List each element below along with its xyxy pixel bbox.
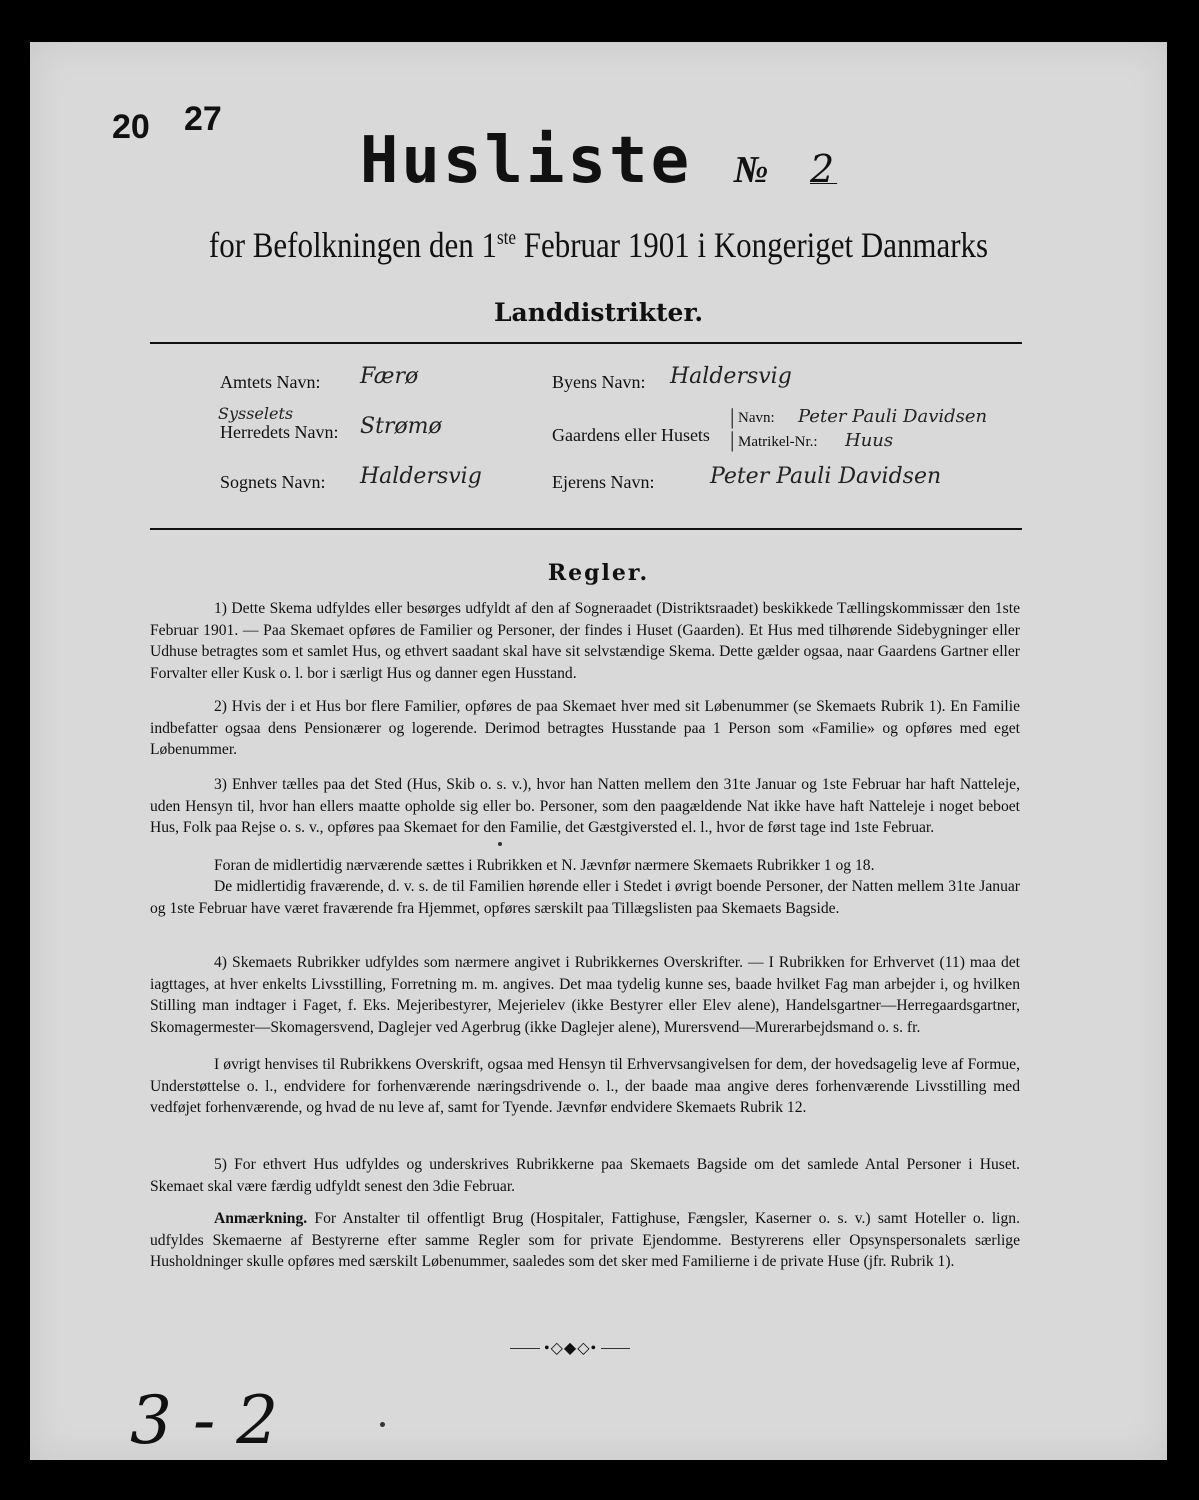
rule-4: 4) Skemaets Rubrikker udfyldes som nærmere angivet i Rubrikkernes Overskrifter. — I Rubrikken for Erhvervet (11) maa det iagttages, at hver enkelts Livsstilling, Forretning m. m. angives. Det maa tydelig kunne ses, baade hvilket Fag man arbejder i, og hvilken Stilling man indtager i Faget, f. Eks. Mejeribestyrer, Mejerielev (ikke Bestyrer eller Elev alene), Handelsgartner—Herregaardsgartner, Skomagermester—Skomagersvend, Daglejer ved Agerbrug (ikke Daglejer alene), Murersvend—Murerarbejdsmand o. s. fr. bbox=[150, 954, 1020, 1036]
handwritten-house-number: 2 bbox=[809, 147, 838, 191]
gaard-navn-label: Navn: bbox=[738, 410, 775, 426]
gaard-navn-value: Peter Pauli Davidsen bbox=[798, 406, 988, 427]
rule-5: 5) For ethvert Hus udfyldes og underskrives Rubrikkerne paa Skemaets Bagside om det samlede Antal Personer i Huset. Skemaet skal være færdig udfyldt senest den 3die Februar. bbox=[150, 1156, 1020, 1195]
ejer-value: Peter Pauli Davidsen bbox=[710, 464, 942, 489]
sogn-label: Sognets Navn: bbox=[220, 472, 326, 492]
herred-value: Strømø bbox=[360, 414, 442, 439]
herred-correction: Sysselets bbox=[218, 404, 294, 423]
remark-text: For Anstalter til offentligt Brug (Hospitaler, Fattighuse, Fængsler, Kaserner o. s. v.) samt Hoteller o. lign. udfyldes Skemaerne af Bestyrerne efter samme Regler som for private Ejendomme. Bestyrerens eller Opsynspersonalets særlige Husholdninger skulle opføres med særskilt Løbenummer, saaledes som det sker med Familierne i de private Huse (jfr. Rubrik 1). bbox=[150, 1210, 1020, 1270]
district-label: Landdistrikter. bbox=[493, 298, 704, 327]
remark bbox=[150, 1208, 1020, 1273]
rule-4-ovrigt: I øvrigt henvises til Rubrikkens Overskrift, ogsaa med Hensyn til Erhvervsangivelsen for dem, der hovedsagelig leve af Formue, Understøttelse o. l., endvidere for forhenværende næringsdrivende o. l., der baade maa angive deres forhenværende Livsstilling med vedføjet forhenværende, og hvad de nu leve af, samt for Tyende. Jævnfør endvidere Skemaets Rubrik 12. bbox=[150, 1056, 1020, 1116]
gaard-label: Gaardens eller Husets bbox=[552, 425, 710, 445]
rule-1: 1) Dette Skema udfyldes eller besørges udfyldt af den af Sogneraadet (Distriktsraadet) beskikkede Tællingskommissær den 1ste Februar 1901. — Paa Skemaet opføres de Familier og Personer, der findes i Huset (Gaarden). Et Hus med tilhørende Sidebygninger eller Udhuse betragtes som et samlet Hus, og ethvert saadant skal have sit selvstændige Skema. Dette gælder ogsaa, naar Gaardens Gartner eller Forvalter eller Kusk o. l. bor i særligt Hus og danner egen Husstand. bbox=[150, 600, 1020, 682]
handwritten-annotation: 3 - 2 bbox=[130, 1382, 279, 1459]
page-title bbox=[30, 124, 1167, 198]
page-number-left: 20 bbox=[112, 108, 150, 146]
matrikel-value: Huus bbox=[845, 430, 894, 451]
divider-bottom bbox=[150, 528, 1022, 530]
number-sign: № bbox=[733, 149, 769, 191]
matrikel-label: Matrikel-Nr.: bbox=[738, 434, 818, 450]
divider-top bbox=[150, 342, 1022, 344]
subtitle: for Befolkningen den 1ste Februar 1901 i Kongeriget Danmarks bbox=[208, 225, 989, 265]
herred-label: Herredets Navn: bbox=[220, 422, 339, 442]
title-text: Husliste bbox=[359, 124, 693, 198]
by-label: Byens Navn: bbox=[552, 372, 646, 392]
sogn-value: Haldersvig bbox=[360, 464, 482, 489]
amt-value: Færø bbox=[360, 364, 419, 389]
rule-3-fravaerende: De midlertidig fraværende, d. v. s. de til Familien hørende eller i Stedet i øvrigt boende Personer, der Natten mellem 31te Januar og 1ste Februar have været fraværende fra Hjemmet, opføres særskilt paa Tillægslisten paa Skemaets Bagside. bbox=[150, 878, 1020, 917]
rule-3-foran: Foran de midlertidig nærværende sættes i Rubrikken et N. Jævnfør nærmere Skemaets Rubrikker 1 og 18. bbox=[214, 857, 875, 874]
ornament: •◇◆◇• bbox=[540, 1338, 601, 1358]
document-page: 20 27 Husliste № 2 for Befolkningen den 1ste Februar 1901 i Kongeriget Danmarks Landdistrikter. Amtets Navn: Færø Sysselets Herredets Navn: Strømø Sognets Navn: Haldersvig Byens Navn: Haldersvig Gaardens eller Husets | | Navn: Peter Pauli Davidsen Matrikel-Nr.: Huus Ejerens Navn: Peter Pauli Davidsen Regler. 1) Dette Skema udfyldes eller besørges udfyldt af den af Sogneraadet (Distriktsraadet) beskikkede Tællingskommissær den 1ste Februar 1901. — Paa Skemaet opføres de Familier og Personer, der findes i Huset (Gaarden). Et Hus med tilhørende Sidebygninger eller Udhuse betragtes som et samlet Hus, og ethvert saadant skal have sit selvstændige Skema. Dette gælder ogsaa, naar Gaardens Gartner eller Forvalter eller Kusk o. l. bor i særligt Hus og danner egen Husstand. 2) Hvis der i et Hus bor flere Familier, opføres de paa Skemaet hver med sit Løbenummer (se Skemaets Rubrik 1). En Familie indbefatter ogsaa dens Pensionærer og logerende. Derimod betragtes Husstande paa 1 Person som «Familie» og opføres med eget Løbenummer. 3) Enhver tælles paa det Sted (Hus, Skib o. s. v.), hvor han Natten mellem den 31te Januar og 1ste Februar har haft Natteleje, uden Hensyn til, hvor han ellers maatte opholde sig eller bo. Personer, som den paagældende Nat ikke have haft Natteleje i noget beboet Hus, Folk paa Rejse o. s. v., opføres paa Skemaet for den Familie, det Gæstgiversted el. l., hvor de først tage ind 1ste Februar. Foran de midlertidig nærværende sættes i Rubrikken et N. Jævnfør nærmere Skemaets Rubrikker 1 og 18. De midlertidig fraværende, d. v. s. de til Familien hørende eller i Stedet i øvrigt boende Personer, der Natten mellem 31te Januar og 1ste Februar have været fraværende fra Hjemmet, opføres særskilt paa Tillægslisten paa Skemaets Bagside. 4) Skemaets Rubrikker udfyldes som nærmere angivet i Rubrikkernes Overskrifter. — I Rubrikken for Erhvervet (11) maa det iagttages, at hver enkelts Livsstilling, Forretning m. m. angives. Det maa tydelig kunne ses, baade hvilket Fag man arbejder i, og hvilken Stilling man indtager i Faget, f. Eks. Mejeribestyrer, Mejerielev (ikke Bestyrer eller Elev alene), Handelsgartner—Herregaardsgartner, Skomagermester—Skomagersvend, Daglejer ved Agerbrug (ikke Daglejer alene), Murersvend—Murerarbejdsmand o. s. fr. I øvrigt henvises til Rubrikkens Overskrift, ogsaa med Hensyn til Erhvervsangivelsen for dem, der hovedsagelig leve af Formue, Understøttelse o. l., endvidere for forhenværende næringsdrivende o. l., der baade maa angive deres forhenværende Livsstilling med vedføjet forhenværende, og hvad de nu leve af, samt for Tyende. Jævnfør endvidere Skemaets Rubrik 12. 5) For ethvert Hus udfyldes og underskrives Rubrikkerne paa Skemaets Bagside om det samlede Antal Personer i Huset. Skemaet skal være færdig udfyldt senest den 3die Februar. Anmærkning. For Anstalter til offentligt Brug (Hospitaler, Fattighuse, Fængsler, Kaserner o. s. v.) samt Hoteller o. lign. udfyldes Skemaerne af Bestyrerne efter samme Regler som for private Ejendomme. Bestyrerens eller Opsynspersonalets særlige Husholdninger skulle opføres med særskilt Løbenummer, saaledes som det sker med Familierne i de private Huse (jfr. Rubrik 1). •◇◆◇• 3 - 2 bbox=[30, 42, 1167, 1460]
amt-label: Amtets Navn: bbox=[220, 372, 321, 392]
remark-heading: Anmærkning. bbox=[214, 1210, 308, 1227]
rule-3: 3) Enhver tælles paa det Sted (Hus, Skib o. s. v.), hvor han Natten mellem den 31te Januar og 1ste Februar har haft Natteleje, uden Hensyn til, hvor han ellers maatte opholde sig eller bo. Personer, som den paagældende Nat ikke have haft Natteleje i noget beboet Hus, Folk paa Rejse o. s. v., opføres paa Skemaet for den Familie, det Gæstgiversted el. l., hvor de først tage ind 1ste Februar. bbox=[150, 776, 1020, 836]
by-value: Haldersvig bbox=[670, 364, 792, 389]
ejer-label: Ejerens Navn: bbox=[552, 472, 655, 492]
rules-heading: Regler. bbox=[547, 560, 650, 586]
rule-2: 2) Hvis der i et Hus bor flere Familier, opføres de paa Skemaet hver med sit Løbenummer (se Skemaets Rubrik 1). En Familie indbefatter ogsaa dens Pensionærer og logerende. Derimod betragtes Husstande paa 1 Person som «Familie» og opføres med eget Løbenummer. bbox=[150, 698, 1020, 758]
page-number-right: 27 bbox=[184, 100, 222, 138]
